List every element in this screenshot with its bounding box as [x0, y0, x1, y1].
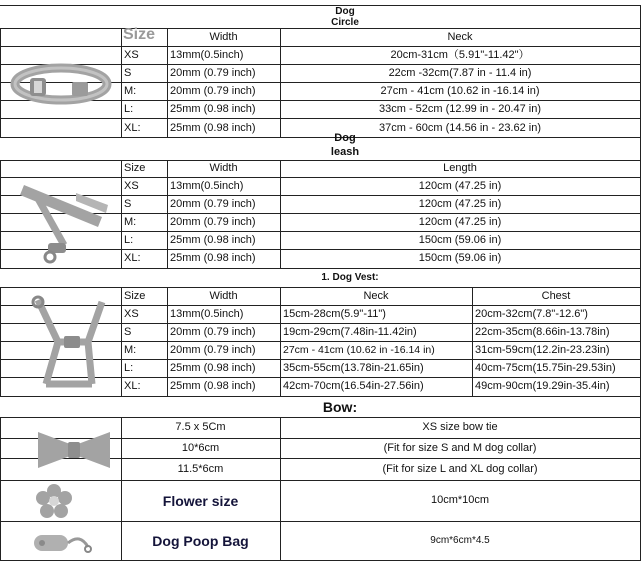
vest-size: S: [124, 325, 132, 338]
rule: [0, 5, 641, 6]
vest-header-width: Width: [209, 289, 238, 302]
rule: [121, 287, 122, 396]
leash-length: 120cm (47.25 in): [418, 197, 502, 210]
rule: [0, 287, 1, 396]
collar-size: L:: [124, 102, 134, 115]
rule: [0, 28, 1, 137]
vest-neck: 19cm-29cm(7.48in-11.42in): [283, 325, 417, 338]
vest-chest: 20cm-32cm(7.8"-12.6"): [475, 307, 588, 320]
poop-bag-product-image: [28, 525, 98, 559]
vest-header-neck: Neck: [363, 289, 389, 302]
leash-length: 120cm (47.25 in): [418, 179, 502, 192]
vest-neck: 42cm-70cm(16.54in-27.56in): [283, 380, 424, 392]
collar-neck: 22cm -32cm(7.87 in - 11.4 in): [388, 66, 532, 79]
leash-title: Dog: [334, 132, 356, 144]
collar-width: 20mm (0.79 inch): [170, 66, 256, 79]
bow-desc: (Fit for size L and XL dog collar): [382, 462, 538, 475]
flower-value: 10cm*10cm: [430, 494, 490, 506]
bow-size: 7.5 x 5Cm: [175, 421, 226, 433]
leash-product-image: [6, 165, 116, 265]
leash-width: 13mm(0.5inch): [170, 179, 244, 192]
collar-header-size: Size: [123, 26, 156, 43]
collar-title-line1: Dog: [335, 6, 355, 17]
collar-width: 13mm(0.5inch): [170, 48, 244, 61]
collar-width: 25mm (0.98 inch): [170, 102, 256, 115]
bow-desc: (Fit for size S and M dog collar): [383, 441, 537, 454]
vest-chest: 22cm-35cm(8.66in-13.78in): [475, 325, 610, 338]
leash-subtitle: leash: [330, 145, 360, 158]
collar-subtitle: [300, 17, 390, 28]
leash-header-width: Width: [209, 162, 238, 174]
collar-header-neck: Neck: [447, 30, 473, 43]
vest-size: XS: [124, 307, 139, 320]
leash-size: S: [124, 197, 132, 210]
leash-size: M:: [124, 215, 137, 228]
collar-neck: 20cm-31cm（5.91"-11.42"）: [390, 48, 530, 61]
rule: [0, 160, 1, 268]
vest-chest: 40cm-75cm(15.75in-29.53in): [475, 361, 616, 374]
vest-width: 25mm (0.98 inch): [170, 361, 256, 374]
leash-length: 120cm (47.25 in): [418, 215, 502, 228]
leash-length: 150cm (59.06 in): [418, 233, 502, 246]
collar-size: M:: [124, 84, 137, 97]
vest-size: L:: [124, 361, 134, 374]
bow-size: 10*6cm: [181, 441, 220, 454]
leash-size: XS: [124, 179, 139, 192]
leash-length: 150cm (59.06 in): [418, 252, 502, 264]
collar-header-width: Width: [209, 30, 238, 43]
collar-size: S: [124, 66, 132, 79]
leash-size: L:: [124, 233, 134, 246]
leash-size: XL:: [124, 252, 141, 264]
vest-chest: 49cm-90cm(19.29in-35.4in): [475, 380, 610, 392]
vest-header-size: Size: [124, 289, 146, 302]
rule: [0, 417, 1, 560]
collar-neck: 37cm - 60cm (14.56 in - 23.62 in): [378, 121, 542, 134]
collar-title: [300, 7, 390, 17]
collar-neck: 33cm - 52cm (12.99 in - 20.47 in): [378, 102, 542, 115]
leash-width: 20mm (0.79 inch): [170, 197, 256, 210]
bow-size: 11.5*6cm: [177, 462, 224, 475]
rule: [121, 160, 122, 268]
collar-size: XS: [124, 48, 139, 61]
vest-neck: 35cm-55cm(13.78in-21.65in): [283, 361, 424, 374]
collar-size: XL:: [124, 121, 141, 134]
bow-desc: XS size bow tie: [422, 421, 498, 433]
bow-title: Bow:: [322, 398, 358, 415]
vest-neck: 15cm-28cm(5.9"-11"): [283, 307, 386, 320]
leash-header-length: Length: [443, 162, 477, 174]
vest-width: 25mm (0.98 inch): [170, 380, 256, 392]
collar-neck: 27cm - 41cm (10.62 in -16.14 in): [380, 84, 540, 97]
vest-header-chest: Chest: [541, 289, 571, 302]
bow-product-image: [34, 428, 114, 472]
vest-size: XL:: [124, 380, 141, 392]
vest-width: 20mm (0.79 inch): [170, 325, 256, 338]
collar-product-image: [6, 44, 116, 124]
collar-width: 20mm (0.79 inch): [170, 84, 256, 97]
vest-width: 13mm(0.5inch): [170, 307, 244, 320]
collar-width: 25mm (0.98 inch): [170, 121, 256, 134]
leash-header-size: Size: [124, 162, 146, 174]
flower-label: Flower size: [162, 492, 239, 509]
vest-chest: 31cm-59cm(12.2in-23.23in): [475, 343, 610, 356]
collar-title-line2: Circle: [331, 16, 359, 28]
poop-bag-label: Dog Poop Bag: [152, 532, 249, 549]
leash-width: 20mm (0.79 inch): [170, 215, 256, 228]
poop-bag-value: 9cm*6cm*4.5: [430, 534, 490, 546]
vest-width: 20mm (0.79 inch): [170, 343, 256, 356]
vest-product-image: [8, 292, 118, 392]
vest-neck: 27cm - 41cm (10.62 in -16.14 in): [283, 343, 435, 356]
flower-product-image: [34, 483, 74, 519]
vest-title: 1. Dog Vest:: [321, 271, 379, 283]
vest-size: M:: [124, 343, 137, 356]
leash-width: 25mm (0.98 inch): [170, 233, 256, 246]
leash-width: 25mm (0.98 inch): [170, 252, 256, 264]
